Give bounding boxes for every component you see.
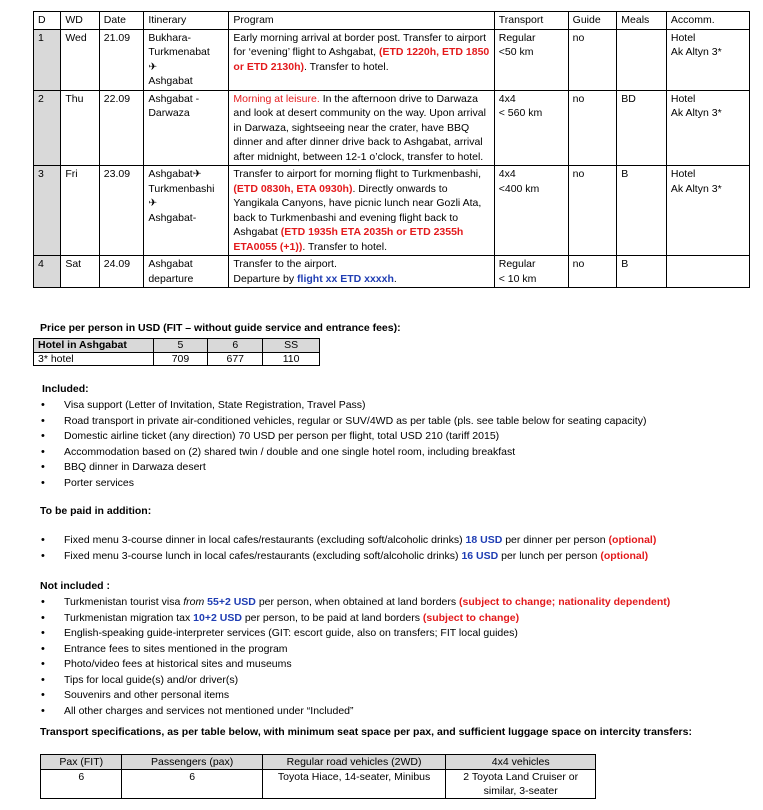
transport-spec-title: Transport specifications, as per table below, with minimum seat space per pax, and sufficient luggage space on intercity transfers: (40, 726, 692, 738)
transport-spec-table (40, 754, 596, 799)
not-included-item (39, 673, 749, 689)
cell-day: 4 (34, 256, 61, 288)
text-run: Turkmenistan migration tax (64, 611, 194, 624)
header-program: Program (229, 12, 494, 30)
text-run: per person, when obtained at land borders (255, 596, 460, 608)
included-title: Included: (42, 383, 89, 395)
header-meals: Meals (617, 12, 667, 30)
transport-line: <50 km (498, 46, 534, 58)
itinerary-line: ✈ (148, 60, 158, 73)
transport-line: < 10 km (498, 272, 537, 285)
transport-line: <400 km (498, 182, 540, 195)
header-weekday: WD (61, 12, 99, 30)
text-run: Photo/video fees at historical sites and museums (64, 658, 292, 670)
included-item: • Domestic airline ticket (any direction) 70 USD per person per flight, total USD 210 (tariff 2015) (39, 429, 749, 445)
text-run: from (183, 596, 205, 608)
cell-day: 3 (34, 166, 61, 256)
itinerary-line: Ashgabat✈ (148, 168, 202, 180)
not-included-item (39, 688, 749, 704)
transport-row (41, 770, 596, 799)
itinerary-line: departure (148, 272, 194, 285)
transport-cell-regular: Toyota Hiace, 14-seater, Minibus (262, 770, 446, 799)
itinerary-line: Ashgabat (148, 75, 193, 87)
cell-day: 1 (34, 29, 61, 90)
cell-date: 22.09 (99, 90, 144, 166)
itinerary-line: Darwaza (148, 107, 190, 119)
not-included-item (39, 704, 749, 720)
cell-transport (494, 166, 568, 256)
text-run: . Transfer to hotel. (302, 240, 388, 253)
cell-accommodation (666, 256, 749, 288)
cell-itinerary (144, 166, 229, 256)
text-run: All other charges and services not mentioned under “Included” (64, 704, 354, 717)
included-item: • Accommodation based on (2) shared twin / double and one single hotel room, including breakfast (39, 445, 749, 461)
price-header-6: 6 (208, 339, 263, 353)
text-run: Fixed menu 3-course dinner in local cafes/restaurants (excluding soft/alcoholic drinks) (64, 534, 466, 546)
text-run: per lunch per person (498, 549, 601, 562)
cell-meals (617, 29, 667, 90)
cell-program (229, 29, 494, 90)
accommodation-line: Ak Altyn 3* (670, 182, 722, 195)
price-cell-hotel: 3* hotel (34, 352, 154, 366)
transport-header-passengers: Passengers (pax) (122, 755, 262, 770)
accommodation-line: Ak Altyn 3* (670, 107, 722, 119)
cell-date: 21.09 (99, 29, 144, 90)
itinerary-line: ✈ (148, 197, 158, 209)
included-item: • BBQ dinner in Darwaza desert (39, 460, 749, 476)
cell-guide: no (568, 90, 617, 166)
not-included-list (39, 595, 749, 719)
text-run: Early morning arrival at border post. Transfer to airport for ‘evening’ flight to Ashgabat, (233, 31, 487, 58)
not-included-item (39, 642, 749, 658)
itinerary-row (34, 90, 750, 166)
transport-header-pax-fit: Pax (FIT) (41, 755, 122, 770)
transport-line: 4x4 (498, 168, 516, 180)
included-item: • Porter services (39, 476, 749, 492)
text-run: Entrance fees to sites mentioned in the program (64, 642, 288, 655)
price-cell-6: 677 (208, 352, 263, 366)
text-run: Turkmenistan tourist visa (64, 596, 184, 608)
price-cell-5: 709 (153, 352, 208, 366)
itinerary-table (33, 11, 750, 288)
text-run: (ETD 0830h, ETA 0930h) (233, 182, 353, 195)
transport-header-4x4: 4x4 vehicles (446, 755, 596, 770)
cell-meals: BD (617, 90, 667, 166)
header-transport: Transport (494, 12, 568, 30)
cell-program (229, 256, 494, 288)
transport-cell-passengers: 6 (122, 770, 262, 799)
cell-guide: no (568, 166, 617, 256)
price-header-row (34, 339, 320, 353)
text-run: per person, to be paid at land borders (241, 611, 423, 624)
header-date: Date (99, 12, 144, 30)
text-run: Morning at leisure. (233, 92, 320, 105)
text-run: (optional) (608, 534, 657, 546)
header-day: D (34, 12, 61, 30)
itinerary-line: Turkmenbashi (148, 182, 215, 195)
itinerary-line: Bukhara- (148, 31, 191, 44)
text-run: 18 USD (465, 534, 503, 546)
cell-transport (494, 29, 568, 90)
text-run: . Transfer to hotel. (304, 60, 389, 73)
text-run: English-speaking guide-interpreter services (GIT: escort guide, also on transfers; FIT local guides) (64, 627, 518, 639)
price-table (33, 338, 320, 366)
itinerary-line: Ashgabat - (148, 92, 200, 105)
itinerary-row (34, 256, 750, 288)
cell-transport (494, 256, 568, 288)
included-item: • Visa support (Letter of Invitation, State Registration, Travel Pass) (39, 398, 749, 414)
addition-item (39, 533, 749, 549)
addition-title: To be paid in addition: (40, 505, 152, 517)
text-run: per dinner per person (502, 534, 609, 546)
header-accommodation: Accomm. (666, 12, 749, 30)
text-run: (ETD 1935h ETA 2035h or ETD 2355h ETA0055 (+1)) (233, 226, 464, 253)
accommodation-line: Ak Altyn 3* (670, 46, 722, 58)
text-run: Transfer to airport for morning flight to Turkmenbashi, (233, 168, 482, 180)
not-included-item (39, 626, 749, 642)
itinerary-row (34, 166, 750, 256)
header-guide: Guide (568, 12, 617, 30)
transport-header-regular: Regular road vehicles (2WD) (262, 755, 446, 770)
text-run: (subject to change) (422, 611, 520, 624)
transport-header-row (41, 755, 596, 770)
accommodation-line: Hotel (670, 31, 696, 44)
transport-line: Regular (498, 258, 536, 270)
price-title: Price per person in USD (FIT – without guide service and entrance fees): (40, 322, 401, 334)
not-included-item (39, 595, 749, 611)
text-run: (optional) (600, 549, 649, 562)
cell-weekday: Thu (61, 90, 99, 166)
text-run: . Directly onwards to Yangikala Canyons, have picnic lunch near Gozli Ata, back to Turkmenbashi and evening flight back to Ashgabat (233, 182, 482, 238)
text-run: (subject to change; nationality dependent) (459, 596, 671, 608)
cell-accommodation (666, 166, 749, 256)
accommodation-line: Hotel (670, 92, 696, 105)
price-cell-ss: 110 (263, 352, 320, 366)
text-run: flight xx ETD xxxxh (297, 272, 394, 285)
not-included-item (39, 611, 749, 627)
cell-weekday: Wed (61, 29, 99, 90)
not-included-title: Not included : (40, 580, 110, 592)
cell-weekday: Sat (61, 256, 99, 288)
cell-date: 23.09 (99, 166, 144, 256)
transport-line: 4x4 (498, 92, 516, 105)
text-run: Departure by (233, 272, 298, 285)
transport-line: < 560 km (498, 107, 543, 119)
cell-itinerary (144, 29, 229, 90)
cell-program (229, 90, 494, 166)
cell-weekday: Fri (61, 166, 99, 256)
cell-program (229, 166, 494, 256)
text-run: 16 USD (461, 549, 499, 562)
text-run: (ETD 1220h, ETD 1850 or ETD 2130h) (233, 46, 490, 73)
header-itinerary: Itinerary (144, 12, 229, 30)
cell-meals: B (617, 256, 667, 288)
text-run: Transfer to the airport. (233, 258, 337, 270)
cell-meals: B (617, 166, 667, 256)
itinerary-row (34, 29, 750, 90)
accommodation-line: Hotel (670, 168, 696, 180)
addition-item (39, 549, 749, 565)
text-run: 10+2 USD (193, 611, 242, 624)
transport-line: Regular (498, 31, 536, 44)
price-header-hotel: Hotel in Ashgabat (34, 339, 154, 353)
itinerary-line: Ashgabat (148, 258, 193, 270)
cell-accommodation (666, 29, 749, 90)
text-run: 55+2 USD (207, 596, 256, 608)
text-run: In the afternoon drive to Darwaza and look at desert community on the way. Upon arrival in Darwaza, sightseeing near the crater, have BBQ dinner and after dinner drive back to Ashgabat, arrival after midnight, between 12-1 o’clock, transfer to hotel. (233, 92, 486, 163)
itinerary-line: Turkmenabat (148, 46, 210, 58)
cell-itinerary (144, 256, 229, 288)
text-run: . (393, 272, 397, 285)
transport-cell-pax-fit: 6 (41, 770, 122, 799)
price-row (34, 352, 320, 366)
cell-accommodation (666, 90, 749, 166)
cell-day: 2 (34, 90, 61, 166)
included-list (39, 398, 749, 491)
cell-guide: no (568, 29, 617, 90)
text-run: Tips for local guide(s) and/or driver(s) (64, 673, 239, 686)
itinerary-line: Ashgabat- (148, 211, 197, 224)
price-header-ss: SS (263, 339, 320, 353)
text-run: Souvenirs and other personal items (64, 689, 230, 701)
price-header-5: 5 (153, 339, 208, 353)
cell-itinerary (144, 90, 229, 166)
not-included-item (39, 657, 749, 673)
itinerary-header-row (34, 12, 750, 30)
transport-cell-4x4: 2 Toyota Land Cruiser or similar, 3-seater (446, 770, 596, 799)
addition-list (39, 533, 749, 564)
included-item: • Road transport in private air-conditioned vehicles, regular or SUV/4WD as per table (pls. see table below for seating capacity) (39, 414, 749, 430)
text-run: Fixed menu 3-course lunch in local cafes/restaurants (excluding soft/alcoholic drinks) (64, 549, 462, 562)
cell-date: 24.09 (99, 256, 144, 288)
cell-guide: no (568, 256, 617, 288)
cell-transport (494, 90, 568, 166)
